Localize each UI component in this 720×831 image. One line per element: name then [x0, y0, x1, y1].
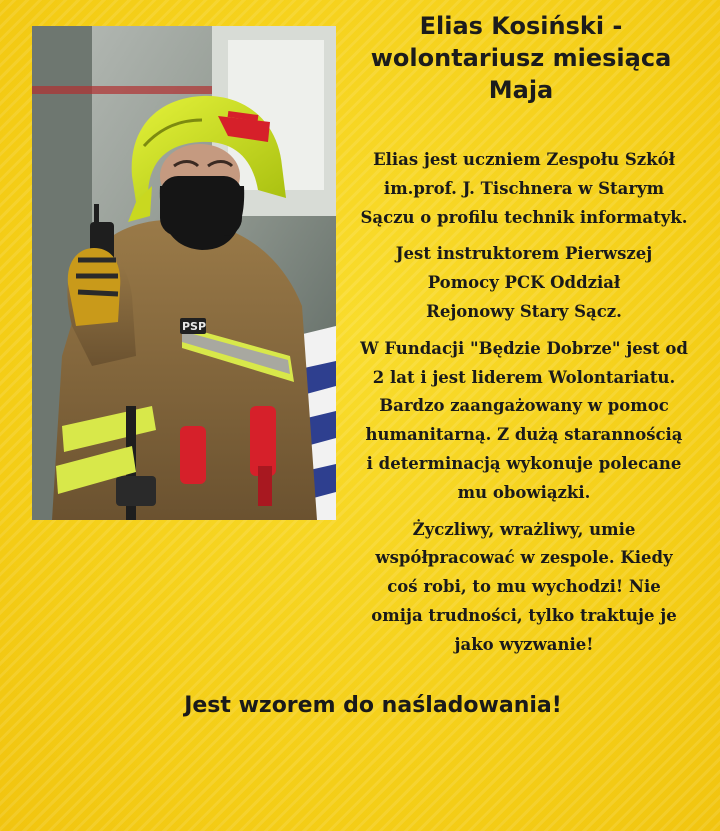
text-line: omija trudności, tylko traktuje je — [371, 605, 677, 625]
text-line: W Fundacji "Będzie Dobrze" jest od — [360, 338, 688, 358]
paragraph-character — [335, 516, 713, 660]
paragraph-foundation — [335, 335, 713, 508]
footer-slogan: Jest wzorem do naśladowania! — [184, 693, 562, 718]
volunteer-description — [335, 146, 713, 668]
text-line: mu obowiązki. — [457, 482, 591, 502]
text-line: Jest instruktorem Pierwszej — [395, 244, 653, 264]
text-line: humanitarną. Z dużą starannością — [365, 425, 683, 445]
title-line: Elias Kosiński - — [419, 12, 623, 40]
page-title — [340, 10, 702, 106]
badge-text: PSP — [182, 320, 207, 333]
title-line: wolontariusz miesiąca — [370, 44, 672, 72]
text-line: współpracować w zespole. Kiedy — [375, 548, 673, 568]
text-line: jako wyzwanie! — [454, 634, 594, 654]
text-line: i determinacją wykonuje polecane — [366, 453, 682, 473]
text-line: Pomocy PCK Oddział — [427, 273, 621, 293]
firefighter-photo — [32, 26, 336, 520]
text-line: 2 lat i jest liderem Wolontariatu. — [372, 367, 676, 387]
paragraph-first-aid — [335, 240, 713, 326]
text-line: coś robi, to mu wychodzi! Nie — [387, 577, 661, 597]
text-line: Elias jest uczniem Zespołu Szkół — [373, 150, 675, 169]
text-line: Życzliwy, wrażliwy, umie — [412, 519, 636, 539]
text-line: Bardzo zaangażowany w pomoc — [379, 396, 669, 416]
title-line: Maja — [488, 76, 554, 104]
text-line: im.prof. J. Tischnera w Starym — [383, 178, 665, 198]
paragraph-school — [335, 146, 713, 232]
text-line: Rejonowy Stary Sącz. — [426, 301, 622, 321]
text-line: Sączu o profilu technik informatyk. — [360, 207, 688, 227]
